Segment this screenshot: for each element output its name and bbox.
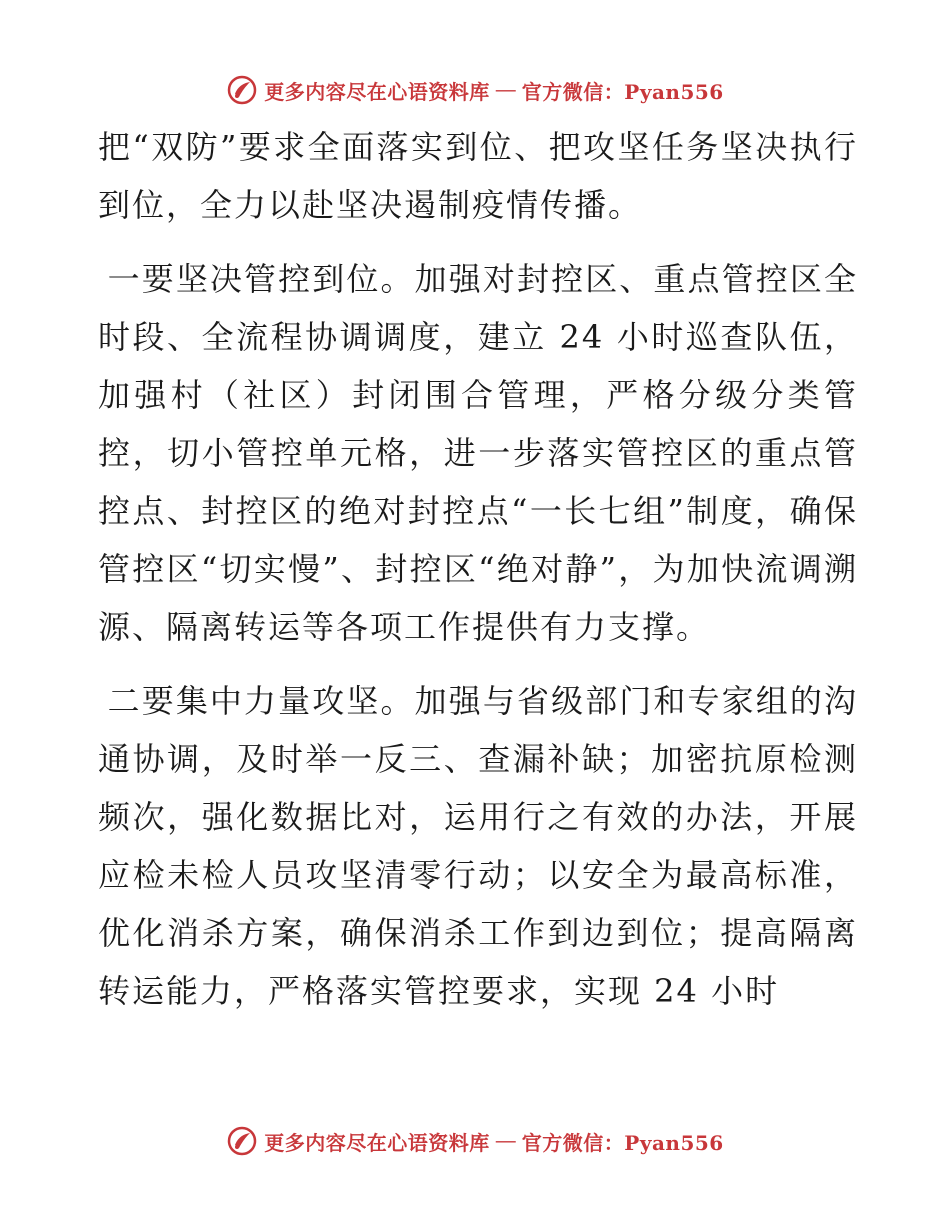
header-separator: —	[495, 78, 516, 101]
paragraph-control-in-place: 一要坚决管控到位。加强对封控区、重点管控区全时段、全流程协调调度，建立 24 小时巡查队伍，加强村（社区）封闭围合管理，严格分级分类管控，切小管控单元格，进一步落实管控区的重点管控点、封控区的绝对封控点“一长七组”制度，确保管控区“切实慢”、封控区“绝对静”，为加快流调溯源、隔离转运等各项工作提供有力支撑。	[98, 260, 858, 646]
footer-watermark-banner	[0, 1121, 950, 1161]
document-body	[98, 118, 858, 1020]
header-site-text: 更多内容尽在心语资料库	[264, 79, 490, 104]
paragraph-continuation: 把“双防”要求全面落实到位、把攻坚任务坚决执行到位，全力以赴坚决遏制疫情传播。	[98, 128, 858, 224]
brush-circle-logo-icon	[226, 1125, 258, 1157]
brush-circle-logo-icon	[226, 74, 258, 106]
header-wechat-text: 官方微信：Pyan556	[521, 79, 724, 104]
footer-separator: —	[495, 1129, 516, 1152]
footer-site-text: 更多内容尽在心语资料库	[264, 1130, 490, 1155]
header-watermark-banner	[0, 70, 950, 110]
footer-wechat-text: 官方微信：Pyan556	[521, 1130, 724, 1155]
paragraph-concentrate-forces: 二要集中力量攻坚。加强与省级部门和专家组的沟通协调，及时举一反三、查漏补缺；加密抗原检测频次，强化数据比对，运用行之有效的办法，开展应检未检人员攻坚清零行动；以安全为最高标准，优化消杀方案，确保消杀工作到边到位；提高隔离转运能力，严格落实管控要求，实现 24 小时	[98, 682, 858, 1010]
